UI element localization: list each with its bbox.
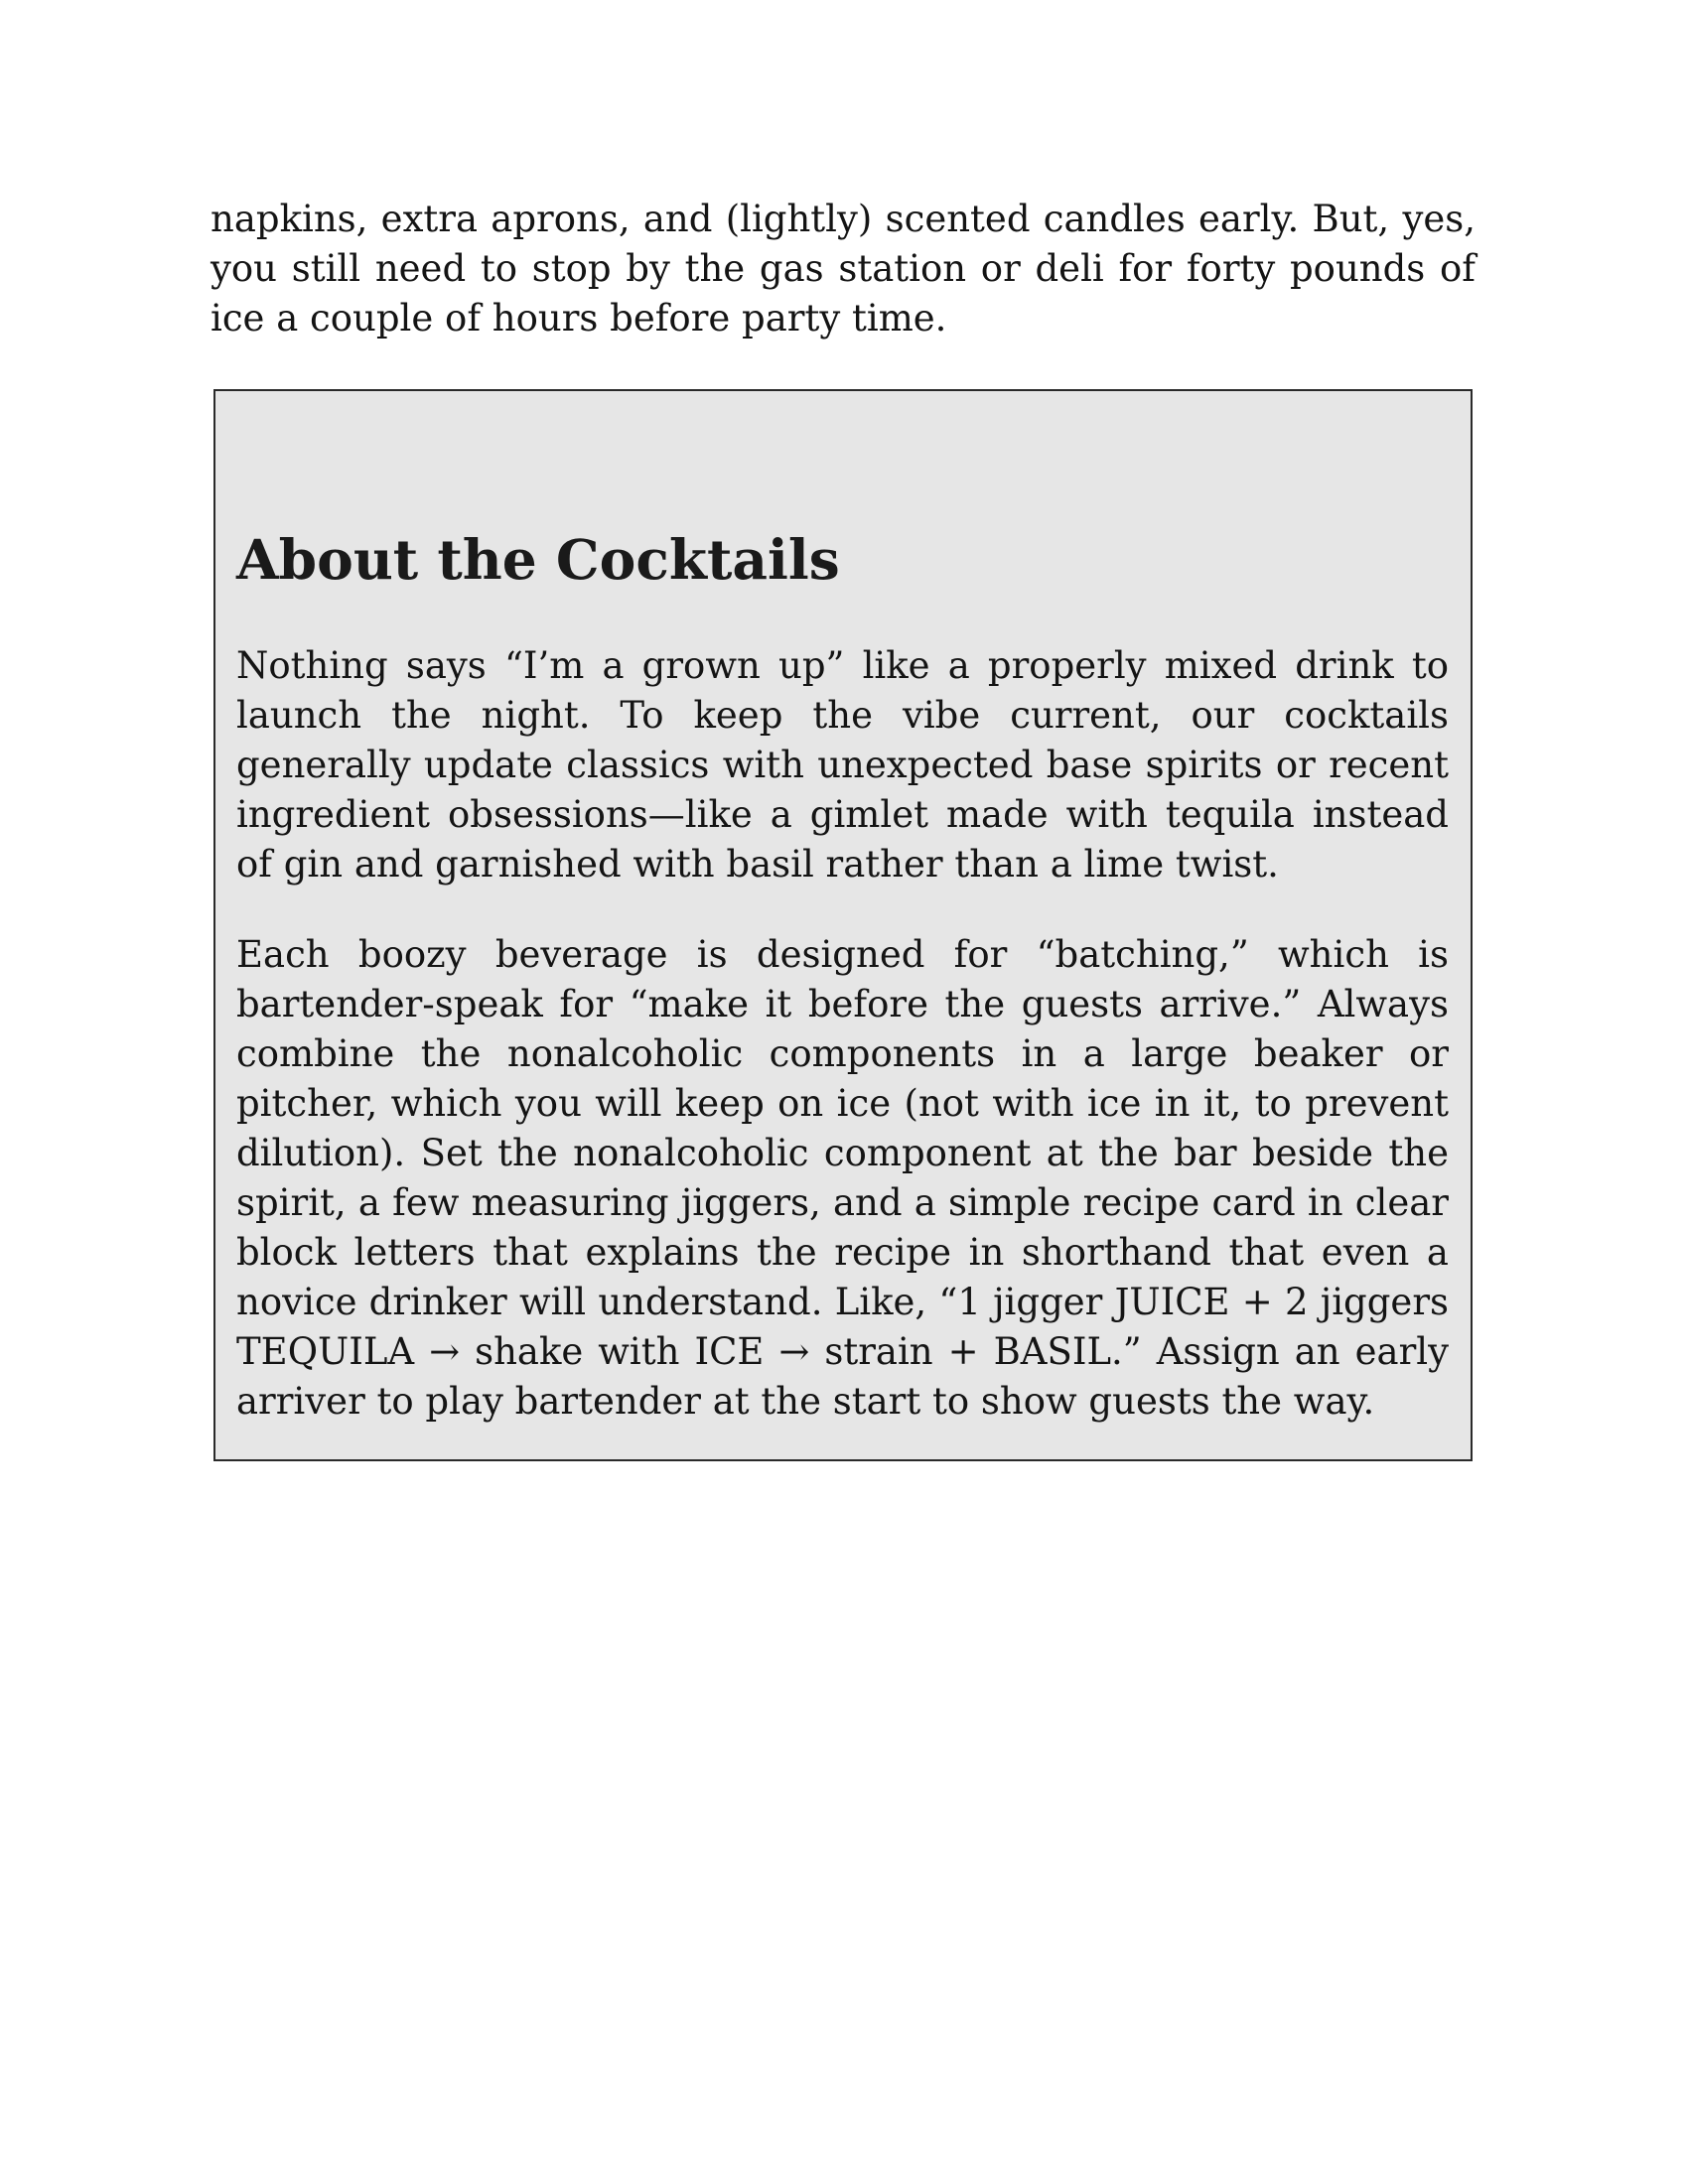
sidebar-title: About the Cocktails [236,527,840,592]
intro-paragraph: napkins, extra aprons, and (lightly) scented candles early. But, yes, you still need to stop by the gas station or deli for forty pounds of ice a couple of hours before party time. [211,198,1476,340]
cocktails-sidebar-box [213,389,1473,1461]
sidebar-paragraph-1: Nothing says “I’m a grown up” like a properly mixed drink to launch the night. To keep the vibe current, our cocktails generally update classics with unexpected base spirits or recent ingredient obsessions—like a gimlet made with tequila instead of gin and garnished with basil rather than a lime twist. [236,644,1449,886]
sidebar-paragraph-2: Each boozy beverage is designed for “batching,” which is bartender-speak for “make it before the guests arrive.” Always combine the nonalcoholic components in a large beaker or pitcher, which you will keep on ice (not with ice in it, to prevent dilution). Set the nonalcoholic component at the bar beside the spirit, a few measuring jiggers, and a simple recipe card in clear block letters that explains the recipe in shorthand that even a novice drinker will understand. Like, “1 jigger JUICE + 2 jiggers TEQUILA → shake with ICE → strain + BASIL.” Assign an early arriver to play bartender at the start to show guests the way. [236,933,1449,1423]
